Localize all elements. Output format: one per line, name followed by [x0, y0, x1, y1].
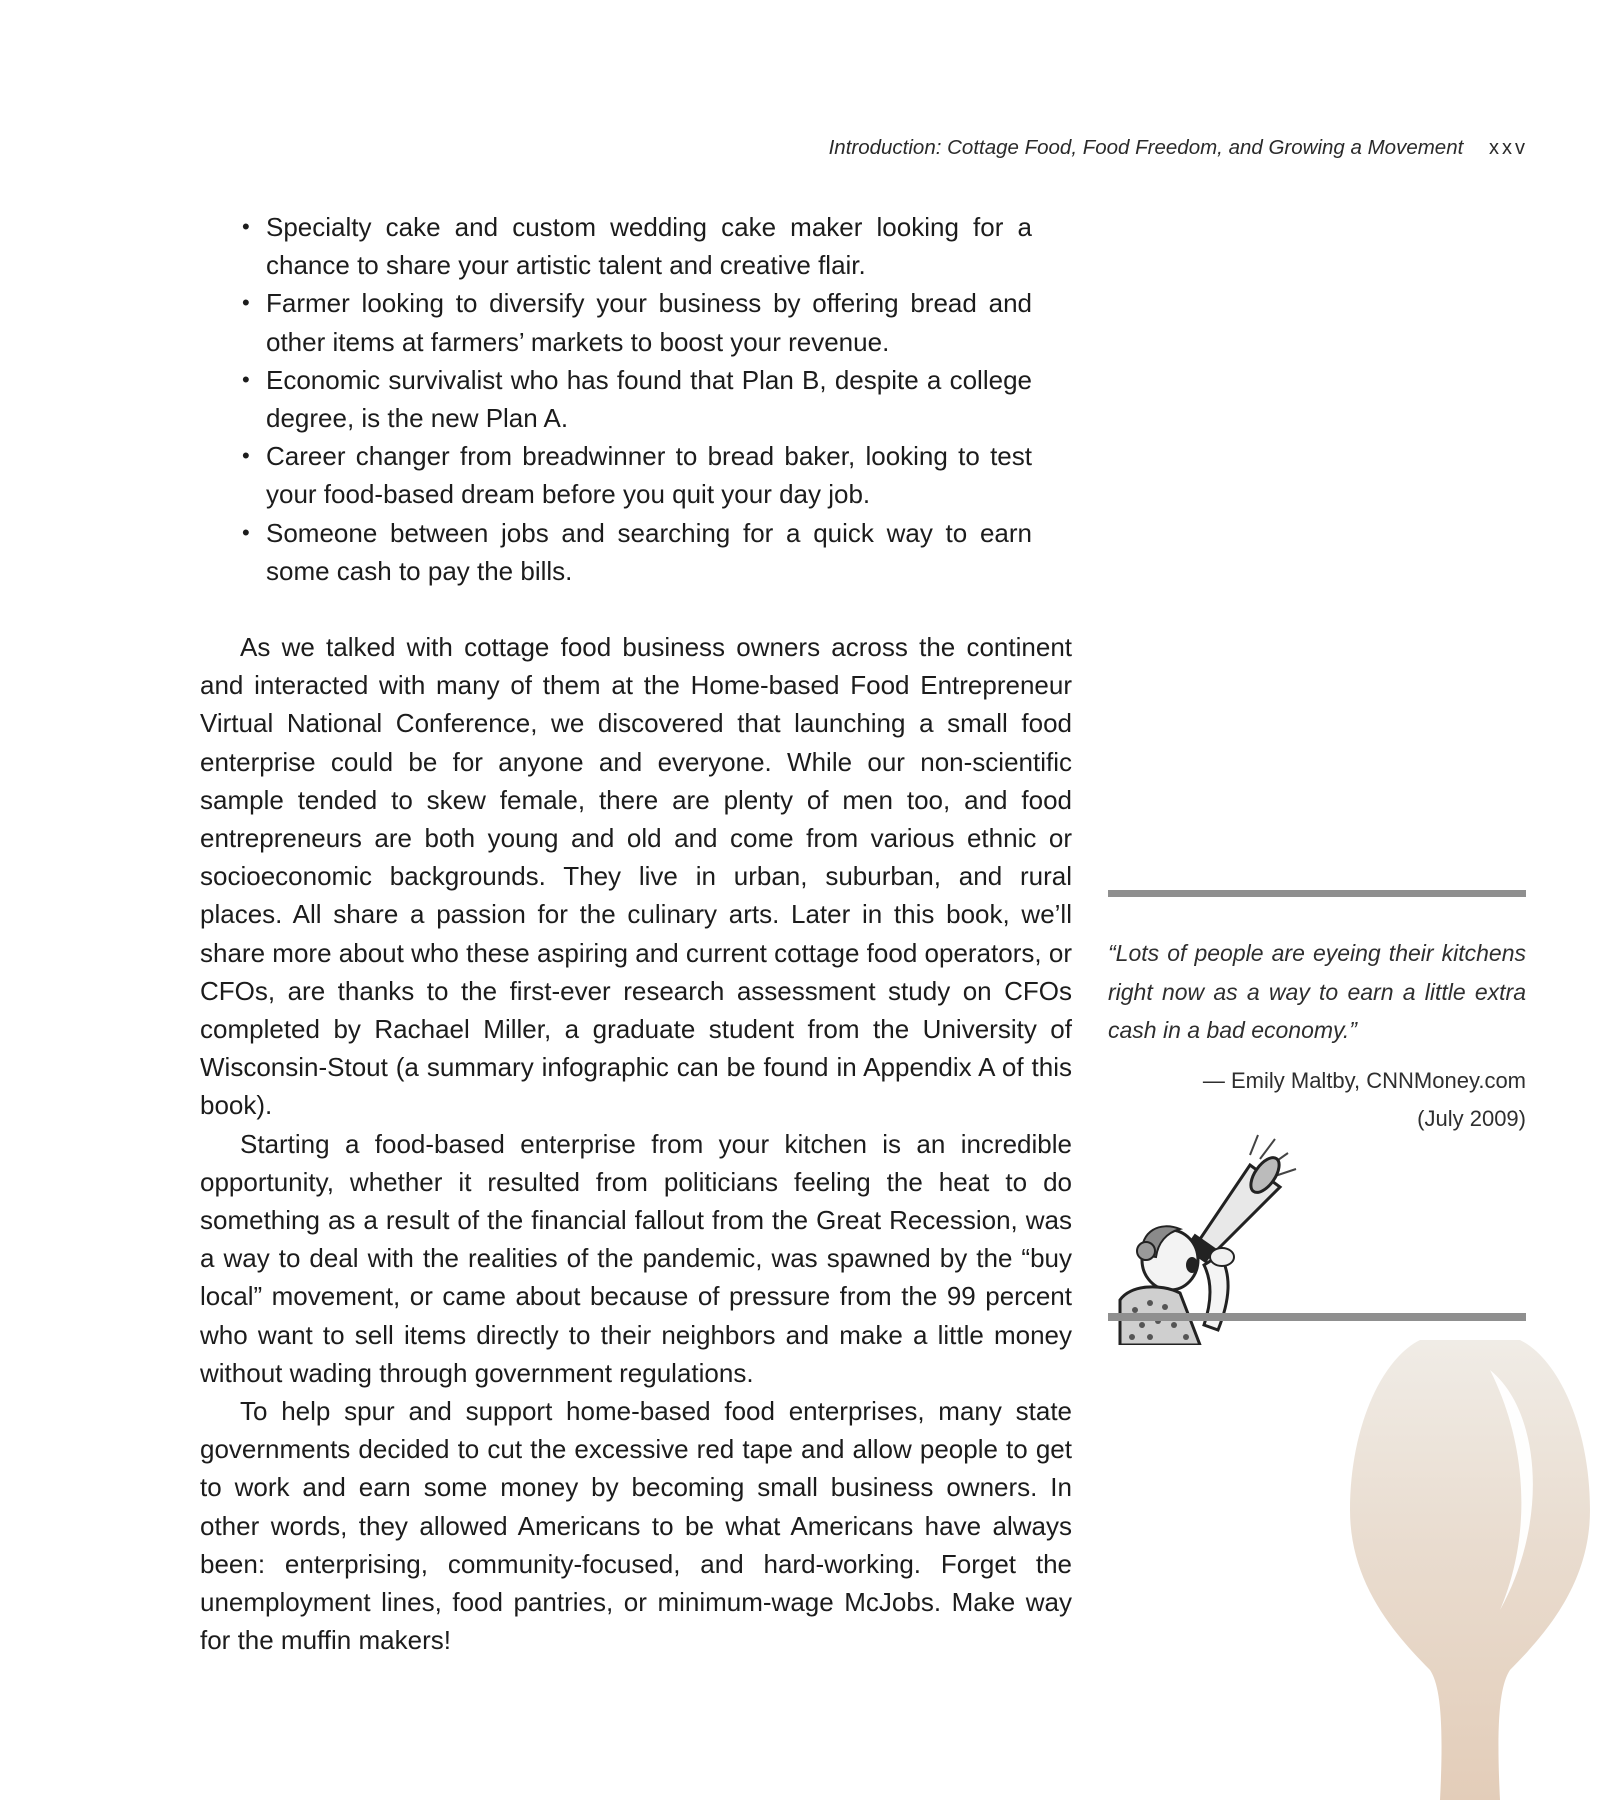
wooden-spoon-illustration-icon [1340, 1340, 1600, 1800]
paragraph: As we talked with cottage food business owners across the continent and interacted with many of them at the Home-based Food Entrepreneur Virtual National Conference, we discovered that launching a small food enterprise could be for anyone and everyone. While our non-scientific sample tended to skew female, there are plenty of men too, and food entrepreneurs are both young and old and come from various ethnic or socioeconomic backgrounds. They live in urban, suburban, and rural places. All share a passion for the culinary arts. Later in this book, we’ll share more about who these aspiring and current cottage food operators, or CFOs, are thanks to the first-ever research assessment study on CFOs completed by Rachael Miller, a graduate student from the University of Wisconsin-Stout (a summary infographic can be found in Appendix A of this book). [200, 632, 1072, 1121]
body-text [200, 628, 1072, 1659]
megaphone-woman-illustration-icon [1100, 1125, 1320, 1345]
bullet-icon: • [242, 519, 250, 545]
sidebar-bottom-rule [1108, 1313, 1526, 1321]
bullet-list [242, 208, 1032, 590]
list-item: • Career changer from breadwinner to bread baker, looking to test your food-based dream before you quit your day job. [242, 437, 1032, 513]
bullet-icon: • [242, 290, 250, 316]
list-item: • Specialty cake and custom wedding cake maker looking for a chance to share your artistic talent and creative flair. [242, 208, 1032, 284]
list-item: • Farmer looking to diversify your business by offering bread and other items at farmers’ markets to boost your revenue. [242, 284, 1032, 360]
running-head [829, 136, 1528, 160]
pullquote [1108, 934, 1526, 1138]
page-number: xxv [1489, 137, 1528, 159]
running-head-title: Introduction: Cottage Food, Food Freedom, and Growing a Movement [828, 136, 1464, 159]
attribution-author: — Emily Maltby, CNNMoney.com [1202, 1067, 1526, 1093]
paragraph: Starting a food-based enterprise from your kitchen is an incredible opportunity, whether it resulted from politicians feeling the heat to do something as a result of the financial fallout from the Great Recession, was a way to deal with the realities of the pandemic, was spawned by the “buy local” movement, or came about because of pressure from the 99 percent who want to sell items directly to their neighbors and make a little money without wading through government regulations. [200, 1128, 1072, 1388]
bullet-icon: • [242, 366, 250, 392]
attribution-date: (July 2009) [1417, 1105, 1526, 1131]
list-item: • Economic survivalist who has found that Plan B, despite a college degree, is the new Plan A. [242, 361, 1032, 437]
list-item: • Someone between jobs and searching for a quick way to earn some cash to pay the bills. [242, 514, 1032, 590]
sidebar-top-rule [1108, 890, 1526, 897]
paragraph: To help spur and support home-based food enterprises, many state governments decided to cut the excessive red tape and allow people to get to work and earn some money by becoming small business owners. In other words, they allowed Americans to be what Americans have always been: enterprising, community-focused, and hard-working. Forget the unemployment lines, food pantries, or minimum-wage McJobs. Make way for the muffin makers! [200, 1396, 1072, 1656]
pullquote-text: “Lots of people are eyeing their kitchens right now as a way to earn a little extra cash in a bad economy.” [1108, 940, 1526, 1043]
bullet-icon: • [242, 443, 250, 469]
bullet-icon: • [242, 214, 250, 239]
